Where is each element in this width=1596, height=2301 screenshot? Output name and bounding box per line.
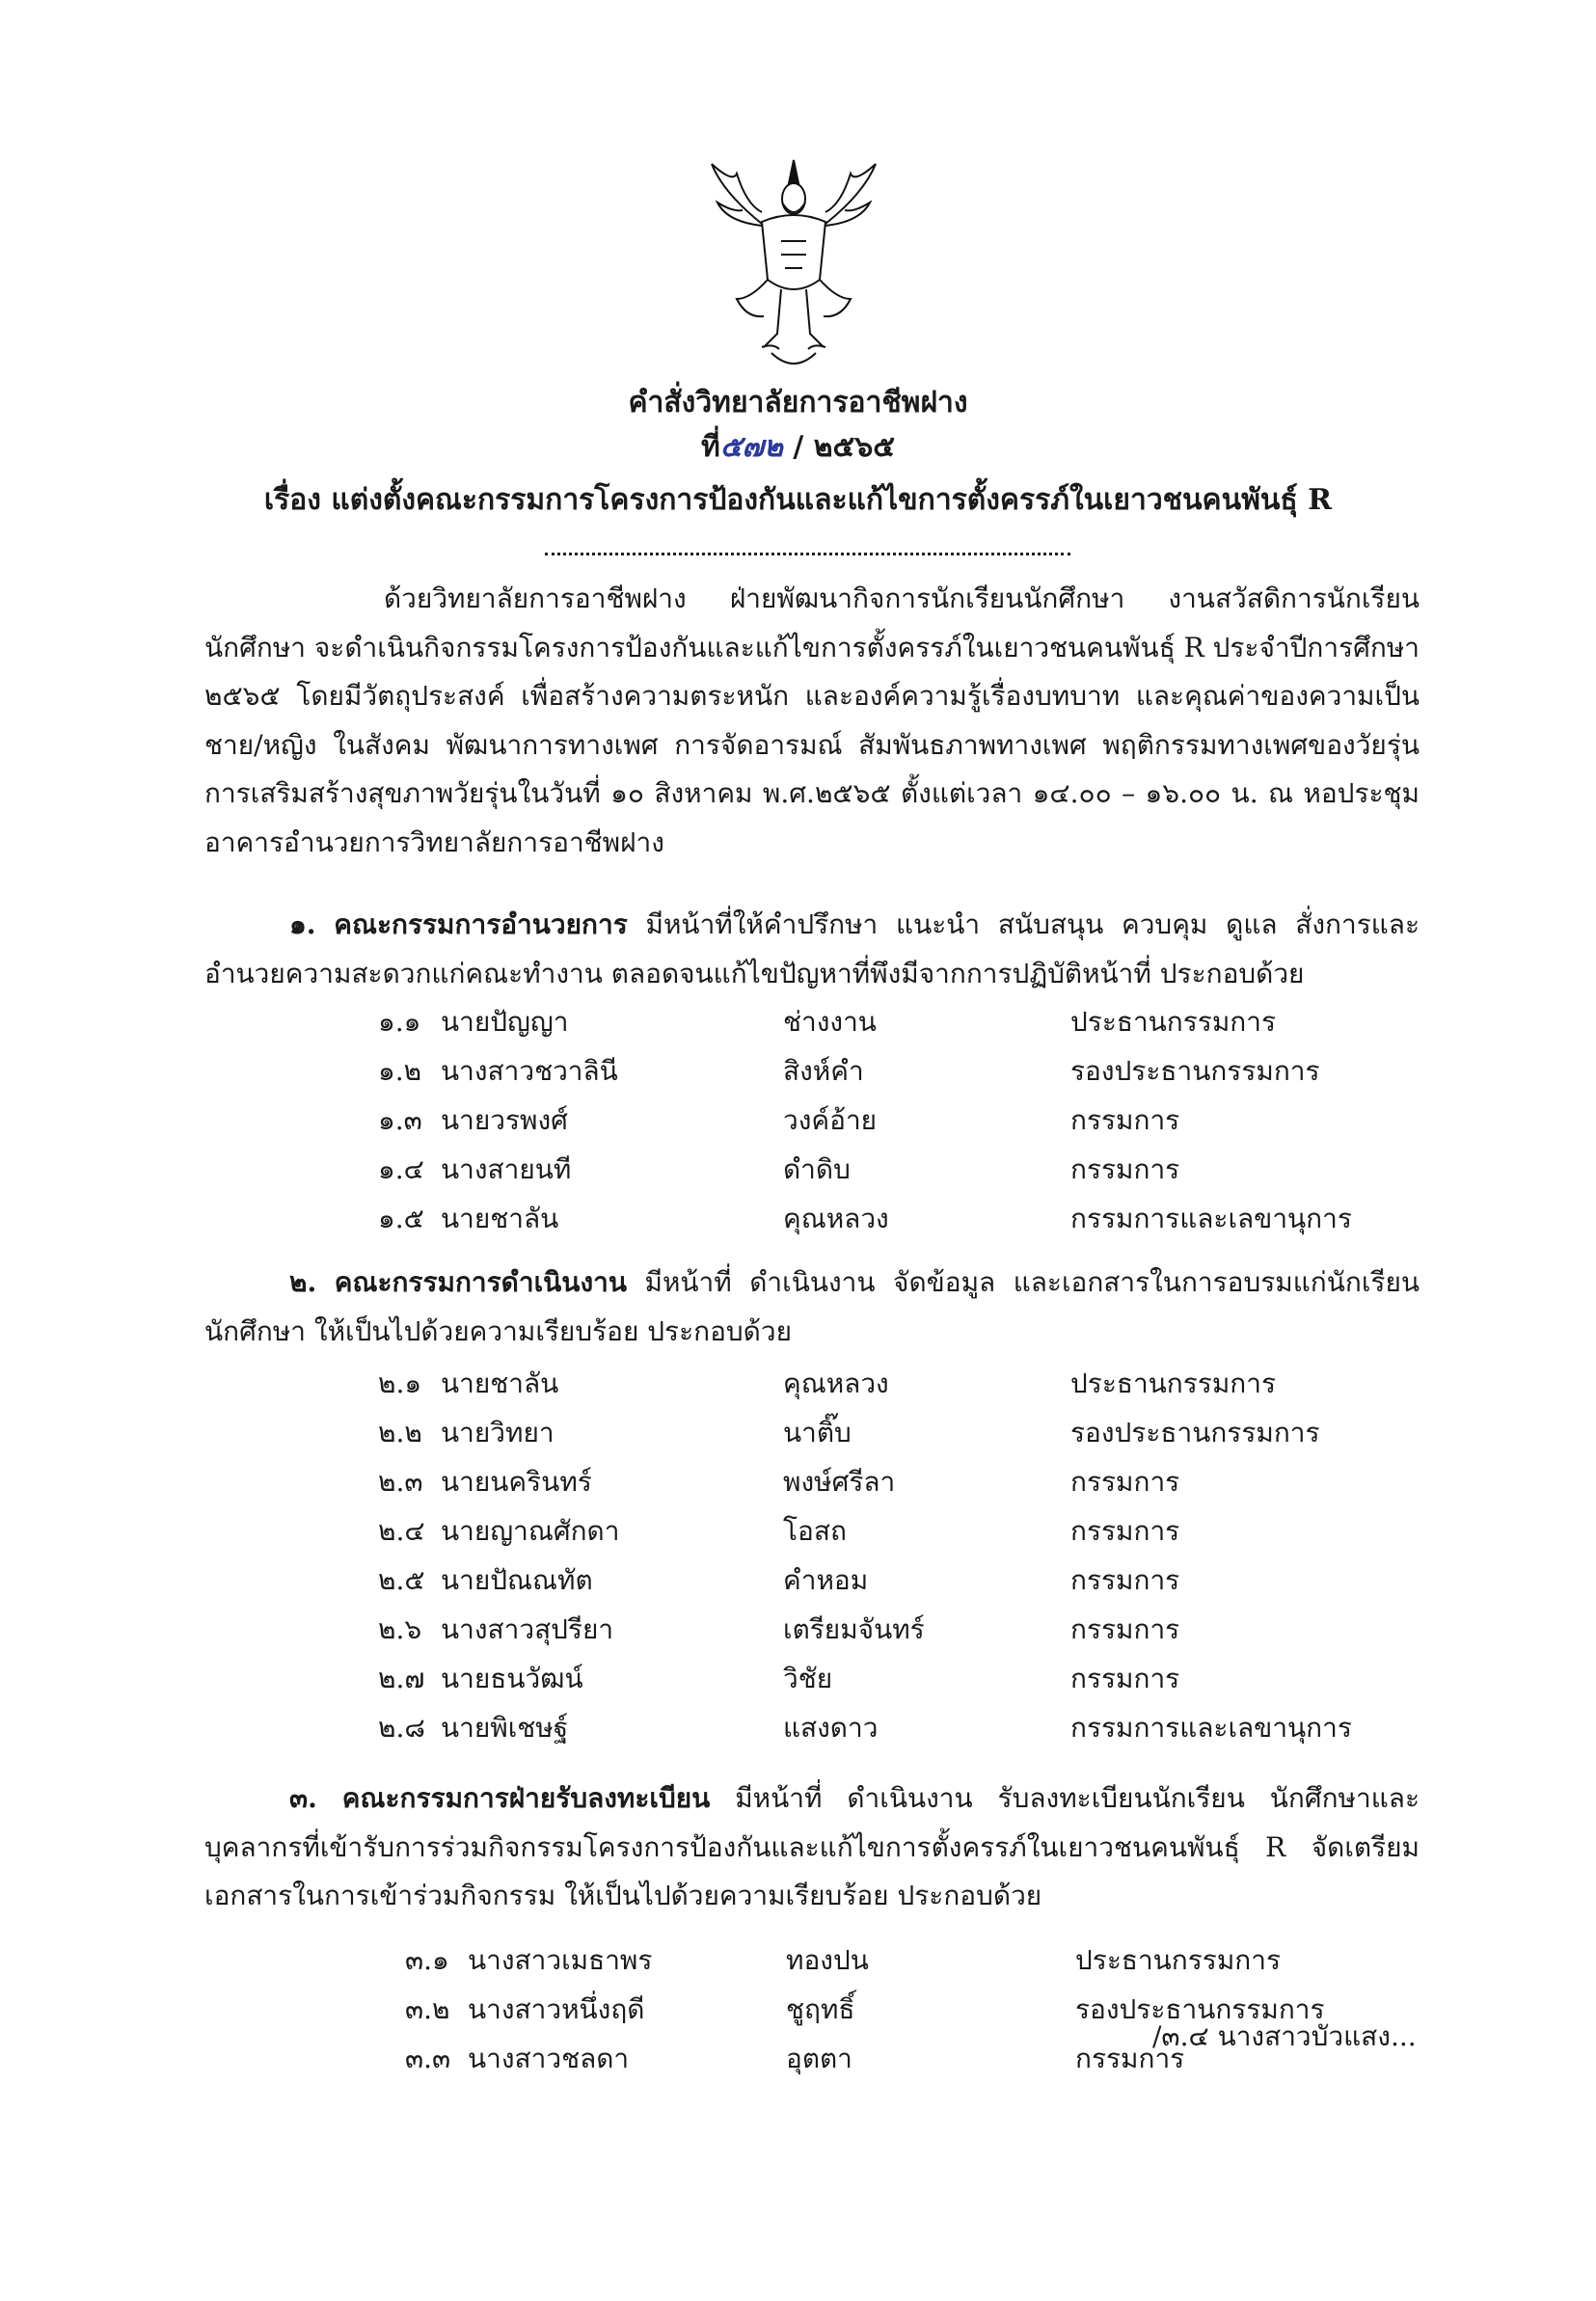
member-role: ประธานกรรมการ: [1070, 1006, 1277, 1038]
member-first-name: นายนครินทร์: [441, 1466, 592, 1498]
member-number: ๒.๓: [378, 1466, 423, 1498]
order-number: [0, 424, 1596, 470]
member-row: [378, 1047, 1342, 1096]
member-number: ๑.๔: [378, 1153, 424, 1185]
member-role: กรรมการ: [1070, 1663, 1180, 1694]
member-row: [378, 1360, 1342, 1408]
member-last-name: แสงดาว: [783, 1712, 879, 1744]
member-last-name: วงค์อ้าย: [783, 1104, 878, 1136]
member-row: [378, 998, 1342, 1046]
member-role: กรรมการ: [1070, 1153, 1180, 1185]
member-number: ๑.๕: [378, 1203, 424, 1234]
member-row: [378, 1195, 1352, 1243]
section-3-heading: [204, 1774, 1420, 1921]
member-role: กรรมการ: [1070, 1564, 1180, 1596]
member-first-name: นางสายนที: [441, 1153, 572, 1185]
member-first-name: นายญาณศักดา: [441, 1515, 620, 1547]
section-1-duty: มีหน้าที่ให้คำปรึกษา แนะนำ สนับสนุน ควบคุม ดูแล สั่งการและอำนวยความสะดวกแก่คณะทำงาน ตลอดจนแก้ไขปัญหาที่พึงมีจากการปฏิบัติหน้าที่ ประกอบด้วย: [204, 908, 1420, 989]
member-row: [378, 1146, 1342, 1194]
member-last-name: ทองปน: [786, 1944, 869, 1976]
member-row: [378, 1557, 1342, 1605]
member-number: ๒.๔: [378, 1515, 425, 1547]
subject-line: เรื่อง แต่งตั้งคณะกรรมการโครงการป้องกันและแก้ไขการตั้งครรภ์ในเยาวชนคนพันธุ์ R: [263, 483, 1333, 517]
member-last-name: อุตตา: [786, 2043, 852, 2074]
member-number: ๒.๗: [378, 1663, 425, 1694]
order-number-handwritten: ๕๗๒: [719, 430, 783, 464]
org-title: คำสั่งวิทยาลัยการอาชีพฝาง: [628, 386, 968, 420]
section-1-title: คณะกรรมการอำนวยการ: [334, 908, 628, 940]
member-role: กรรมการ: [1070, 1515, 1180, 1547]
section-3-number: ๓.: [289, 1782, 317, 1814]
member-first-name: นายวิทยา: [441, 1417, 555, 1448]
garuda-emblem-icon: [704, 154, 883, 374]
member-last-name: ดำดิบ: [783, 1153, 851, 1185]
member-last-name: เตรียมจันทร์: [783, 1613, 925, 1645]
separator-dotted-line: [545, 533, 1070, 555]
member-number: ๑.๓: [378, 1104, 422, 1136]
member-number: ๒.๖: [378, 1613, 422, 1645]
section-3-title: คณะกรรมการฝ่ายรับลงทะเบียน: [341, 1782, 711, 1814]
section-2-title: คณะกรรมการดำเนินงาน: [334, 1266, 627, 1298]
member-last-name: โอสถ: [783, 1515, 847, 1547]
intro-text: ด้วยวิทยาลัยการอาชีพฝาง ฝ่ายพัฒนากิจการนักเรียนนักศึกษา งานสวัสดิการนักเรียนนักศึกษา จะดำเนินกิจกรรมโครงการป้องกันและแก้ไขการตั้งครรภ์ในเยาวชนคนพันธุ์ R ประจำปีการศึกษา ๒๕๖๕ โดยมีวัตถุประสงค์ เพื่อสร้างความตระหนัก และองค์ความรู้เรื่องบทบาท และคุณค่าของความเป็นชาย/หญิง ในสังคม พัฒนาการทางเพศ การจัดอารมณ์ สัมพันธภาพทางเพศ พฤติกรรมทางเพศของวัยรุ่น การเสริมสร้างสุขภาพวัยรุ่นในวันที่ ๑๐ สิงหาคม พ.ศ.๒๕๖๕ ตั้งแต่เวลา ๑๔.๐๐ – ๑๖.๐๐ น. ณ หอประชุมอาคารอำนวยการวิทยาลัยการอาชีพฝาง: [204, 582, 1420, 858]
section-1-number: ๑.: [289, 908, 316, 940]
section-2-duty: มีหน้าที่ ดำเนินงาน จัดข้อมูล และเอกสารในการอบรมแก่นักเรียนนักศึกษา ให้เป็นไปด้วยความเรียบร้อย ประกอบด้วย: [204, 1266, 1420, 1347]
member-row: [378, 1507, 1342, 1556]
member-last-name: ชูฤทธิ์: [786, 1993, 855, 2025]
member-first-name: นายปัณณทัต: [441, 1564, 593, 1596]
member-role: รองประธานกรรมการ: [1070, 1055, 1320, 1087]
member-first-name: นายวรพงศ์: [441, 1104, 568, 1136]
member-row: [405, 1936, 1369, 1985]
member-number: ๒.๒: [378, 1417, 422, 1448]
member-row: [378, 1096, 1342, 1145]
member-first-name: นายปัญญา: [441, 1006, 569, 1038]
section-3-duty: มีหน้าที่ ดำเนินงาน รับลงทะเบียนนักเรียน นักศึกษาและบุคลากรที่เข้ารับการร่วมกิจกรรมโครงการป้องกันและแก้ไขการตั้งครรภ์ในเยาวชนคนพันธุ์ R จัดเตรียมเอกสารในการเข้าร่วมกิจกรรม ให้เป็นไปด้วยความเรียบร้อย ประกอบด้วย: [204, 1782, 1420, 1911]
order-year: / ๒๕๖๕: [793, 430, 895, 464]
member-first-name: นางสาวสุปรียา: [441, 1613, 614, 1645]
member-number: ๒.๑: [378, 1367, 422, 1399]
member-number: ๒.๕: [378, 1564, 425, 1596]
member-role: กรรมการและเลขานุการ: [1070, 1712, 1352, 1744]
member-row: [378, 1458, 1342, 1506]
section-2-number: ๒.: [289, 1266, 317, 1298]
member-last-name: นาติ๊บ: [783, 1417, 852, 1448]
member-row: [378, 1655, 1342, 1703]
member-role: รองประธานกรรมการ: [1075, 1993, 1325, 2025]
section-2-heading: [204, 1259, 1420, 1356]
member-first-name: นายพิเชษฐ์: [441, 1712, 569, 1744]
order-prefix: ที่: [701, 430, 720, 464]
member-number: ๓.๒: [405, 1993, 450, 2025]
member-first-name: นายชาลัน: [441, 1367, 559, 1399]
member-last-name: ช่างงาน: [783, 1006, 877, 1038]
member-role: กรรมการ: [1070, 1613, 1180, 1645]
member-number: ๒.๘: [378, 1712, 425, 1744]
member-number: ๑.๑: [378, 1006, 421, 1038]
member-first-name: นายชาลัน: [441, 1203, 559, 1234]
member-last-name: คำหอม: [783, 1564, 869, 1596]
intro-paragraph: [204, 575, 1420, 867]
member-last-name: วิชัย: [783, 1663, 833, 1694]
member-first-name: นางสาวหนึ่งฤดี: [468, 1993, 645, 2025]
continuation-note: /๓.๔ นางสาวบัวแสง...: [1152, 2020, 1417, 2052]
member-number: ๓.๓: [405, 2043, 451, 2074]
member-first-name: นางสาวชวาลินี: [441, 1055, 618, 1087]
section-1-heading: [204, 901, 1420, 998]
member-role: รองประธานกรรมการ: [1070, 1417, 1320, 1448]
member-role: ประธานกรรมการ: [1070, 1367, 1277, 1399]
member-first-name: นายธนวัฒน์: [441, 1663, 583, 1694]
member-role: ประธานกรรมการ: [1075, 1944, 1282, 1976]
member-row: [378, 1606, 1342, 1654]
member-role: กรรมการ: [1075, 2043, 1185, 2074]
member-first-name: นางสาวเมธาพร: [468, 1944, 653, 1976]
member-role: กรรมการ: [1070, 1104, 1180, 1136]
member-role: กรรมการ: [1070, 1466, 1180, 1498]
member-last-name: คุณหลวง: [783, 1203, 889, 1234]
member-role: กรรมการและเลขานุการ: [1070, 1203, 1352, 1234]
member-row: [378, 1409, 1342, 1457]
member-number: ๑.๒: [378, 1055, 422, 1087]
member-number: ๓.๑: [405, 1944, 449, 1976]
member-first-name: นางสาวชลดา: [468, 2043, 630, 2074]
member-last-name: สิงห์คำ: [783, 1055, 864, 1087]
member-last-name: พงษ์ศรีลา: [783, 1466, 896, 1498]
member-last-name: คุณหลวง: [783, 1367, 889, 1399]
member-row: [378, 1704, 1352, 1752]
